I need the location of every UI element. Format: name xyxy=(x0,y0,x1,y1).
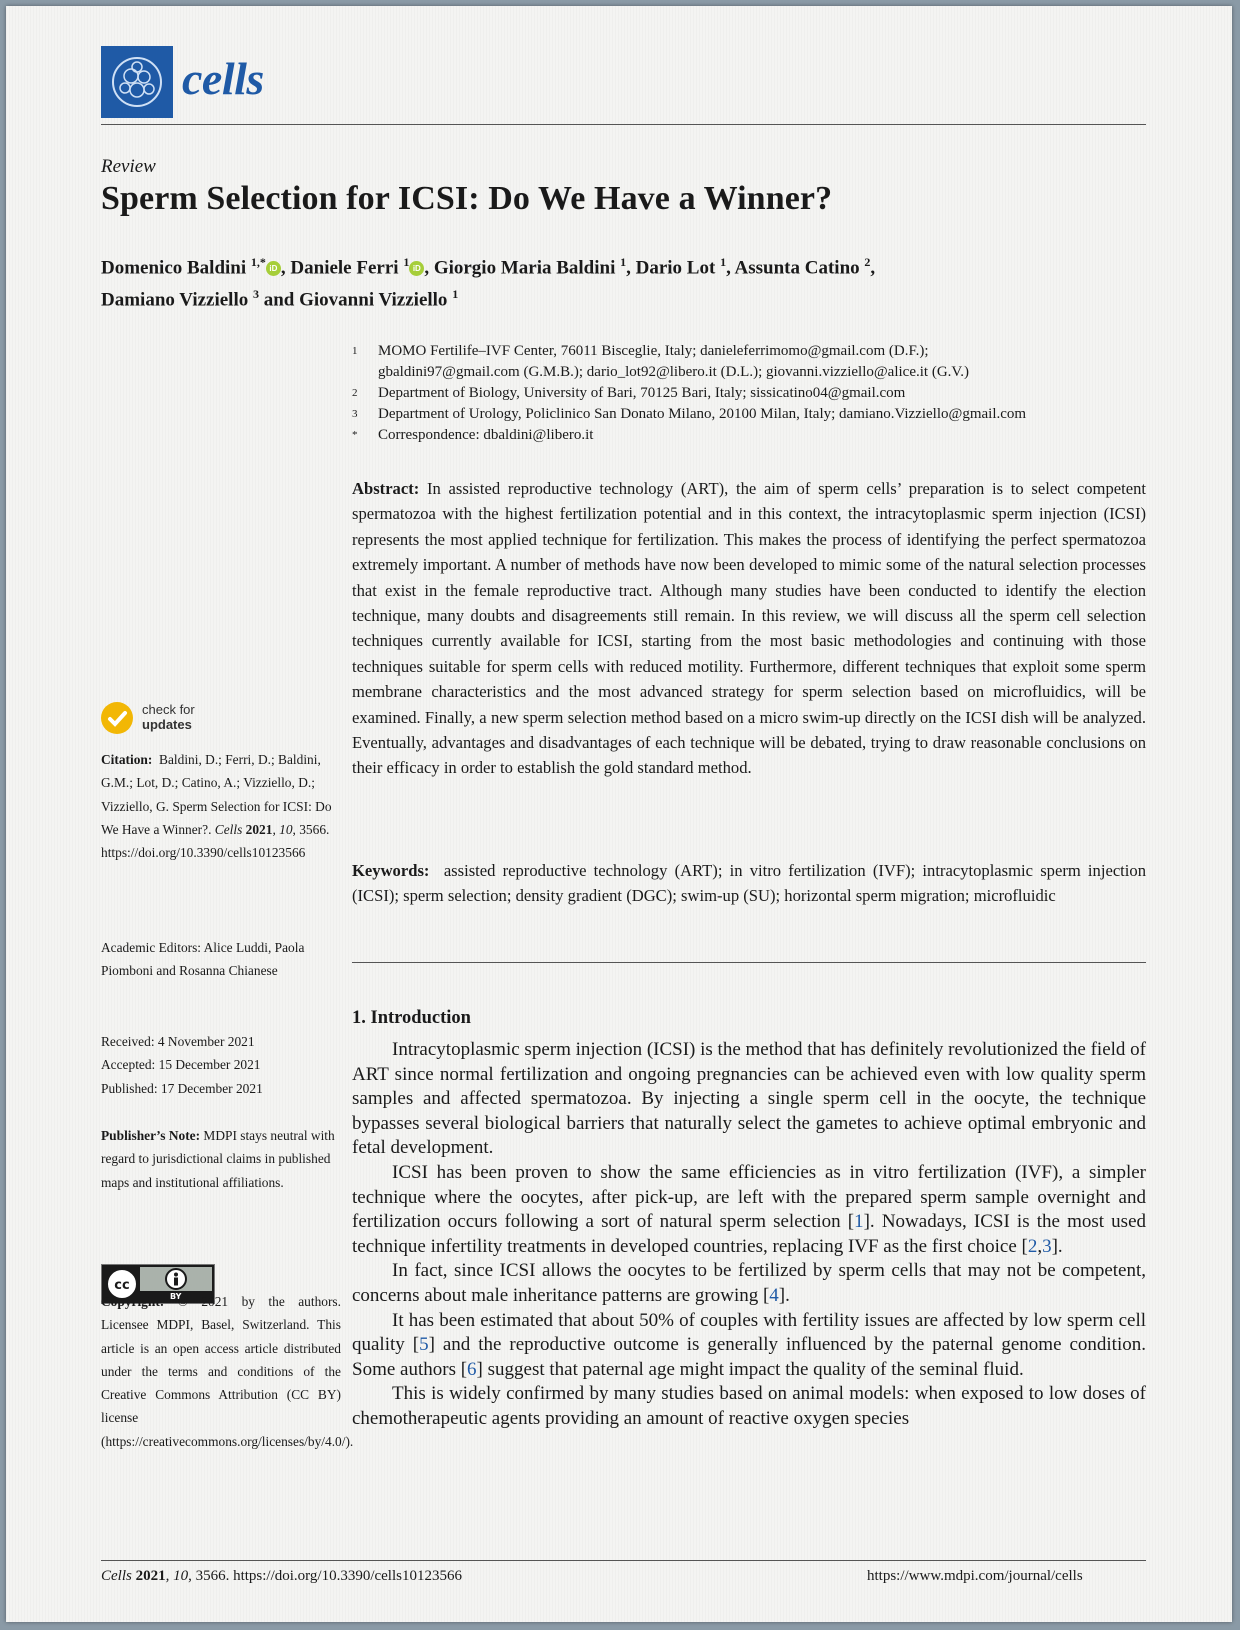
footer-rule xyxy=(101,1560,1146,1561)
affiliation-text: MOMO Fertilife–IVF Center, 76011 Bisceglie, Italy; danieleferrimomo@gmail.com (D.F.); xyxy=(378,343,929,359)
keywords xyxy=(352,858,1146,909)
section-rule xyxy=(352,962,1146,963)
footer-citation xyxy=(101,1568,462,1585)
author-affiliation-marker: 1 xyxy=(620,255,627,269)
author-line-2: Damiano Vizziello $^3$ and Giovanni Vizziello $^1$ xyxy=(101,287,459,311)
check-for-updates-button[interactable] xyxy=(142,702,195,732)
check-for-updates-icon[interactable] xyxy=(101,702,133,734)
author-list xyxy=(101,249,1151,314)
citation-text: Baldini, D.; Ferri, D.; Baldini, G.M.; Lot, D.; Catino, A.; Vizziello, D.; Vizziello, G. Sperm Selection for ICSI: Do We Have a Winner?. xyxy=(101,752,332,837)
author-line-1: Domenico Baldini $^{1,*}$ iD , Daniele Ferri $^1$ iD , Giorgio Maria Baldini $^1$, Dario Lot $^1$, Assunta Catino $^2$, xyxy=(101,255,876,279)
affiliation-text: Department of Biology, University of Bari, 70125 Bari, Italy; sissicatino04@gmail.com xyxy=(378,385,906,401)
copyright-label: Copyright: xyxy=(101,1294,165,1309)
affiliation-row xyxy=(352,341,1152,362)
copyright-text: © 2021 by the authors. Licensee MDPI, Basel, Switzerland. This article is an open access article distributed under the terms and conditions of the Creative Commons Attribution (CC BY) license (https://creativecommons.org/licenses/by/4.0/). xyxy=(101,1294,354,1449)
affiliation-row xyxy=(352,404,1152,425)
copyright xyxy=(101,1290,354,1453)
dates xyxy=(101,1030,341,1100)
reference-link[interactable]: 3 xyxy=(1042,1235,1052,1257)
affiliation-text: Correspondence: dbaldini@libero.it xyxy=(378,427,594,443)
intro-paragraph: This is widely confirmed by many studies based on animal models: when exposed to low doses of chemotherapeutic agents providing an amount of reactive oxygen species xyxy=(352,1383,1146,1429)
check-line-2: updates xyxy=(142,717,192,732)
author-name: Damiano Vizziello xyxy=(101,289,253,311)
reference-link[interactable]: 5 xyxy=(419,1334,429,1356)
author-name: Giovanni Vizziello xyxy=(299,289,453,311)
abstract-text: In assisted reproductive technology (ART), the aim of sperm cells’ preparation is to select competent spermatozoa with the highest fertilization potential and in this context, the intracytoplasmic sperm injection (ICSI) represents the most applied technique for fertilization. This makes the process of identifying the perfect spermatozoa extremely important. A number of methods have now been developed to mimic some of the natural selection processes that exist in the female reproductive tract. Although many studies have been conducted to identify the election technique, many doubts and disagreements still remain. In this review, we will discuss all the sperm cell selection techniques currently available for ICSI, starting from the most basic methodologies and continuing with those techniques suitable for sperm cells with reduced motility. Furthermore, different techniques that exploit some sperm membrane characteristics and the most advanced strategy for sperm selection based on microfluidics, will be examined. Finally, a new sperm selection method based on a micro swim-up directly on the ICSI dish will be analyzed. Eventually, advantages and disadvantages of each technique will be debated, trying to draw reasonable conclusions on their efficacy in order to establish the gold standard method. xyxy=(352,479,1146,778)
cell-icon xyxy=(101,46,173,118)
affiliation-text: gbaldini97@gmail.com (G.M.B.); dario_lot92@libero.it (D.L.); giovanni.vizziello@alice.it (G.V.) xyxy=(378,364,970,380)
orcid-icon[interactable]: iD xyxy=(409,261,424,276)
affiliation-number: 1 xyxy=(352,345,358,357)
citation-volume: , 10 xyxy=(272,821,293,837)
author-name: Domenico Baldini xyxy=(101,257,251,279)
keywords-label: Keywords: xyxy=(352,861,430,880)
intro-body xyxy=(352,1038,1146,1432)
journal-name[interactable]: cells xyxy=(182,53,264,104)
reference-link[interactable]: 1 xyxy=(854,1211,864,1233)
received-date: Received: 4 November 2021 xyxy=(101,1034,255,1049)
footer-journal-url[interactable]: https://www.mdpi.com/journal/cells xyxy=(867,1568,1083,1584)
abstract xyxy=(352,476,1146,781)
article-title: Sperm Selection for ICSI: Do We Have a Winner? xyxy=(101,180,833,217)
intro-paragraph: In fact, since ICSI allows the oocytes to be fertilized by sperm cells that may not be competent, concerns about male inheritance patterns are growing [4]. xyxy=(352,1260,1146,1306)
affiliation-number xyxy=(352,362,378,383)
citation-label: Citation: xyxy=(101,752,153,767)
cc-by-label: BY xyxy=(170,1292,182,1301)
journal-logo[interactable] xyxy=(101,46,173,118)
author-affiliation-marker: 1,* xyxy=(250,255,266,269)
published-date: Published: 17 December 2021 xyxy=(101,1080,263,1096)
author-affiliation-marker: 1 xyxy=(403,255,410,269)
footer-doi[interactable]: , 3566. https://doi.org/10.3390/cells10123566 xyxy=(188,1568,462,1584)
author-name: Assunta Catino xyxy=(734,257,865,279)
citation xyxy=(101,748,341,864)
reference-link[interactable]: 2 xyxy=(1027,1235,1038,1257)
affiliation-row xyxy=(352,425,1152,446)
reference-link[interactable]: 6 xyxy=(467,1358,477,1380)
author-name: Dario Lot xyxy=(635,257,721,279)
affiliation-number: * xyxy=(352,429,358,441)
footer-journal: Cells xyxy=(101,1568,132,1584)
author-affiliation-marker: 1 xyxy=(452,287,459,302)
author-name: Giorgio Maria Baldini xyxy=(433,257,621,279)
affiliations xyxy=(352,341,1152,446)
intro-paragraph: ICSI has been proven to show the same efficiencies as in vitro fertilization (IVF), a simpler technique where the oocytes, after pick-up, are left with the prepared sperm sample overnight and fertilization occurs following a sort of natural sperm selection [1]. Nowadays, ICSI is the most used technique infertility treatments in developed countries, replacing IVF as the first choice [2,3]. xyxy=(352,1161,1146,1257)
article-type: Review xyxy=(101,156,156,177)
affiliation-number: 2 xyxy=(352,387,358,399)
publisher-note-label: Publisher’s Note: xyxy=(101,1128,201,1143)
academic-editors: Academic Editors: Alice Luddi, Paola Piomboni and Rosanna Chianese xyxy=(101,940,305,979)
affiliation-number: 3 xyxy=(352,408,358,420)
orcid-icon[interactable]: iD xyxy=(266,261,281,276)
publisher-note xyxy=(101,1124,341,1194)
section-title: 1. Introduction xyxy=(352,1008,471,1028)
intro-paragraph: It has been estimated that about 50% of couples with fertility issues are affected by low sperm cell quality [5] and the reproductive outcome is generally influenced by the paternal genome condition. Some authors [6] suggest that paternal age might impact the quality of the seminal fluid. xyxy=(352,1309,1146,1380)
footer-year: 2021 xyxy=(131,1568,166,1584)
citation-year: 2021 xyxy=(242,821,273,837)
keywords-text: assisted reproductive technology (ART); in vitro fertilization (IVF); intracytoplasmic sperm injection (ICSI); sperm selection; density gradient (DGC); swim-up (SU); horizontal sperm migration; microfluidic xyxy=(352,861,1146,906)
intro-paragraph: Intracytoplasmic sperm injection (ICSI) is the method that has definitely revolutionized the field of ART since normal fertilization and ongoing pregnancies can be achieved even with low quality sperm samples and affected spermatozoa. By injecting a single sperm cell in the oocyte, the technique bypasses several biological barriers that naturally select the gametes to achieve optimal embryonic and fetal development. xyxy=(352,1039,1146,1159)
affiliation-text: Department of Urology, Policlinico San Donato Milano, 20100 Milan, Italy; damiano.Vizziello@gmail.com xyxy=(378,406,1027,422)
affiliation-row xyxy=(352,383,1152,404)
citation-doi[interactable]: , 3566. https://doi.org/10.3390/cells10123566 xyxy=(101,821,330,861)
affiliation-row xyxy=(352,362,1152,383)
header-rule xyxy=(101,124,1146,125)
publisher-note-text: MDPI stays neutral with regard to jurisdictional claims in published maps and institutional affiliations. xyxy=(101,1128,335,1190)
author-affiliation-marker: 2 xyxy=(864,255,871,269)
abstract-label: Abstract: xyxy=(352,479,420,498)
reference-link[interactable]: 4 xyxy=(769,1284,779,1306)
page xyxy=(6,6,1232,1622)
footer-volume: , 10 xyxy=(165,1568,189,1584)
author-name: Daniele Ferri xyxy=(290,257,404,279)
author-affiliation-marker: 3 xyxy=(252,287,259,302)
author-affiliation-marker: 1 xyxy=(720,255,727,269)
citation-journal: Cells xyxy=(214,821,243,837)
accepted-date: Accepted: 15 December 2021 xyxy=(101,1057,261,1073)
check-line-1: check for xyxy=(142,702,195,717)
svg-text:cc: cc xyxy=(114,1278,130,1293)
